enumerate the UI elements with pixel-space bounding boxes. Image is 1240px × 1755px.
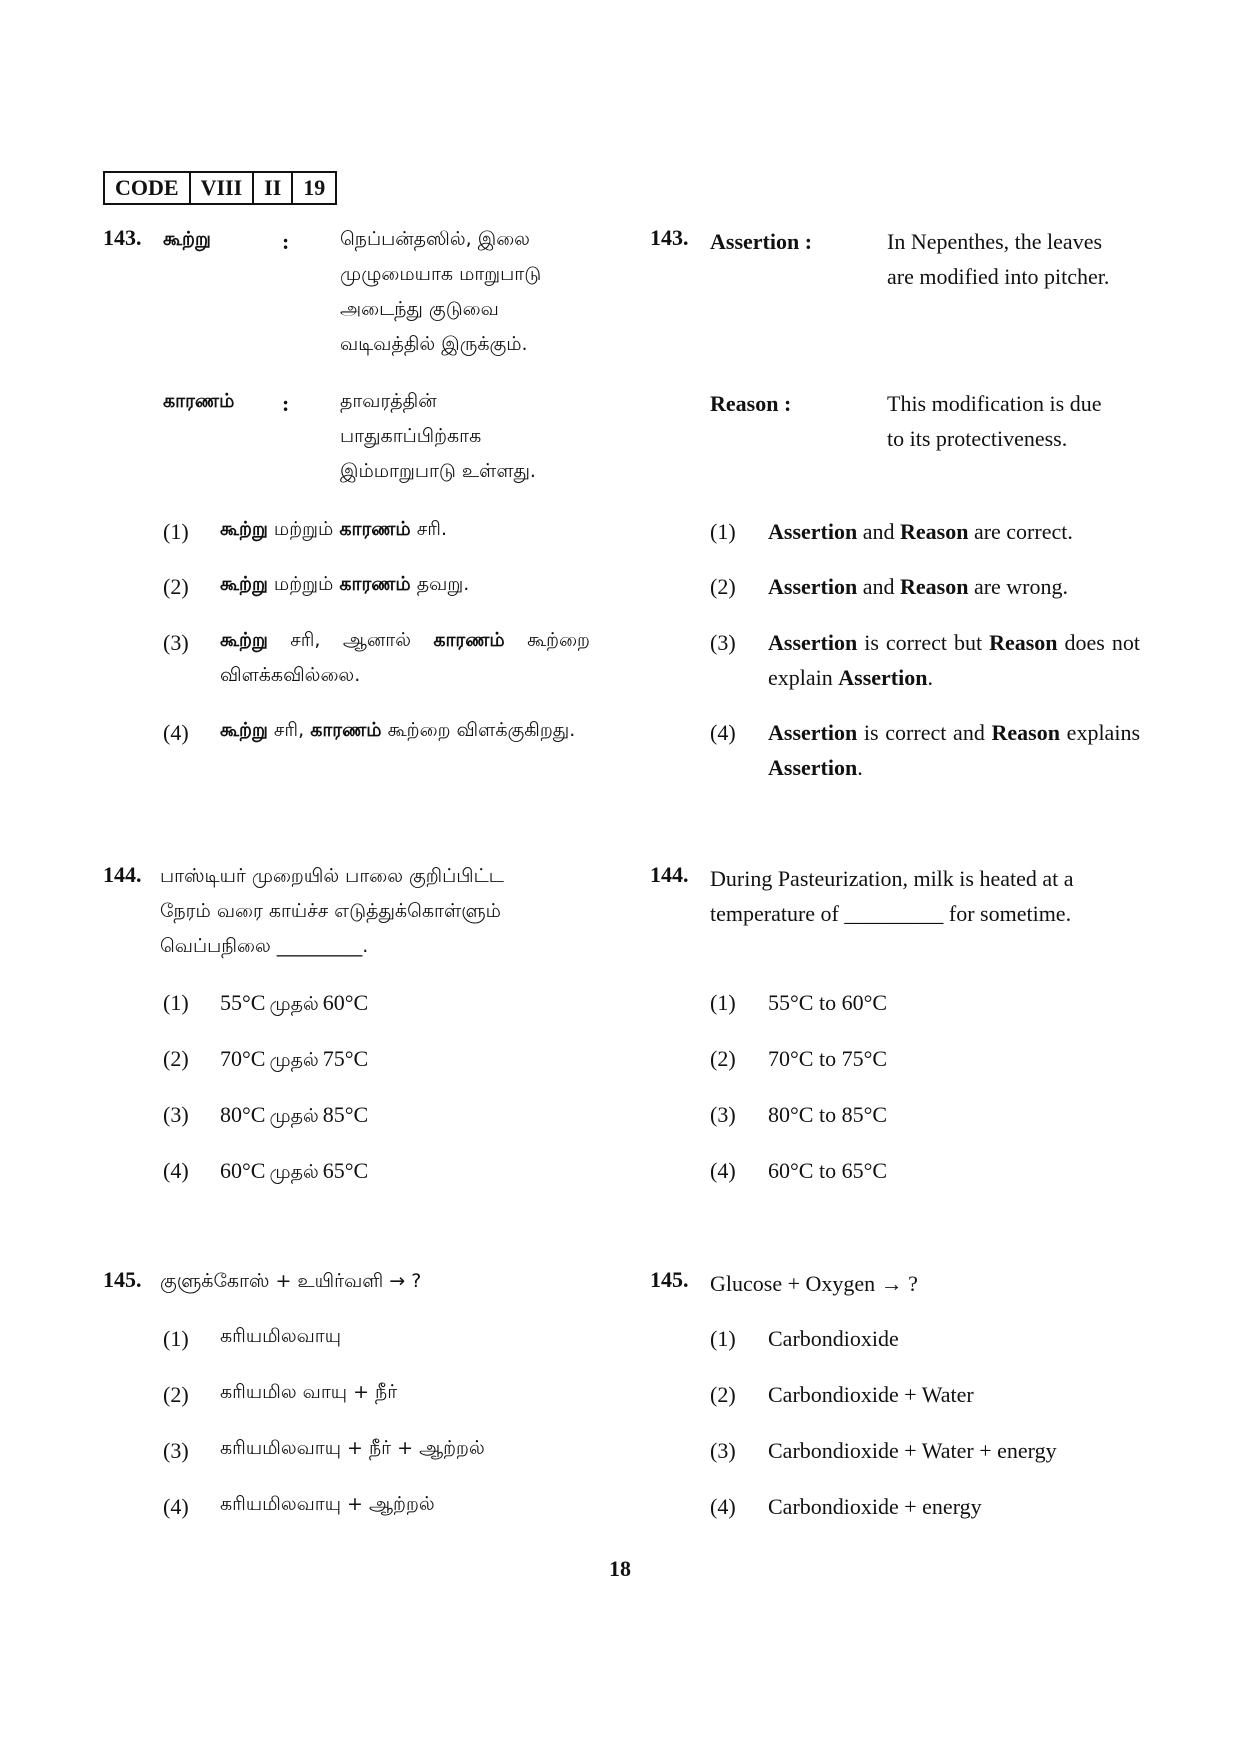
- reason-line: பாதுகாப்பிற்காக: [340, 425, 482, 447]
- option-number: (1): [163, 1326, 189, 1351]
- bold-term: கூற்று: [220, 719, 268, 741]
- question-number: 144.: [650, 862, 689, 887]
- option-number: (2): [163, 1046, 189, 1071]
- temp-from: 80°C: [220, 1102, 266, 1127]
- option-number: (4): [163, 1494, 189, 1519]
- option-number: (4): [710, 1158, 736, 1183]
- temp-to: 75°C: [322, 1046, 369, 1071]
- option-number: (4): [710, 720, 736, 745]
- bold-term: Assertion: [768, 720, 858, 745]
- bold-term: Assertion: [838, 665, 928, 690]
- assertion-label: கூற்று: [163, 228, 211, 250]
- temp-to: 60°C: [322, 990, 369, 1015]
- bold-term: காரணம்: [339, 573, 411, 595]
- option-text: [768, 514, 1140, 549]
- reason-label: Reason :: [710, 391, 792, 416]
- code-box: [103, 171, 337, 205]
- question-line: பாஸ்டியர் முறையில் பாலை குறிப்பிட்ட: [160, 865, 504, 887]
- question-number: 145.: [103, 1267, 142, 1292]
- text-fragment: மற்றும்: [267, 518, 340, 540]
- text-fragment: மற்றும்: [267, 573, 340, 595]
- text-fragment: does not explain: [768, 630, 1140, 690]
- option-number: (2): [163, 1382, 189, 1407]
- bold-term: Assertion: [768, 755, 858, 780]
- option-text: 60°C to 65°C: [768, 1158, 888, 1183]
- reason-label: காரணம்: [163, 390, 235, 412]
- page-number: 18: [609, 1556, 631, 1581]
- question-text: [710, 861, 1150, 931]
- option-number: (3): [163, 1102, 189, 1127]
- option-number: (3): [710, 1102, 736, 1127]
- bold-term: Assertion: [768, 630, 858, 655]
- text-fragment: சரி.: [410, 518, 448, 540]
- reason-text: [340, 384, 620, 489]
- code-paper: II: [254, 173, 293, 203]
- assertion-line: அடைந்து குடுவை: [340, 298, 499, 320]
- option-text: Carbondioxide + Water: [768, 1382, 974, 1407]
- option-text: கரியமிலவாயு: [220, 1325, 341, 1347]
- option-text: 70°C to 75°C: [768, 1046, 888, 1071]
- bold-term: Reason: [899, 519, 969, 544]
- option-number: (1): [710, 519, 736, 544]
- text-fragment: and: [857, 574, 900, 599]
- text-fragment: are correct.: [968, 519, 1073, 544]
- question-number: 145.: [650, 1267, 689, 1292]
- reason-line: to its protectiveness.: [887, 426, 1068, 451]
- code-label: CODE: [105, 173, 191, 203]
- temp-from: 55°C: [220, 990, 266, 1015]
- option-number: (1): [710, 1326, 736, 1351]
- assertion-text: [340, 222, 620, 362]
- option-text: [220, 1041, 368, 1078]
- text-fragment: தவறு.: [410, 573, 470, 595]
- range-word: முதல்: [269, 1049, 319, 1071]
- bold-term: கூற்று: [220, 573, 268, 595]
- assertion-line: வடிவத்தில் இருக்கும்.: [340, 333, 528, 355]
- bold-term: Assertion: [768, 574, 858, 599]
- option-text: 80°C to 85°C: [768, 1102, 888, 1127]
- text-fragment: are wrong.: [968, 574, 1069, 599]
- question-number: 144.: [103, 862, 142, 887]
- question-number: 143.: [650, 225, 689, 250]
- assertion-line: are modified into pitcher.: [887, 264, 1110, 289]
- option-text: Carbondioxide: [768, 1326, 899, 1351]
- option-text: [220, 713, 590, 748]
- temp-from: 60°C: [220, 1158, 266, 1183]
- assertion-line: முழுமையாக மாறுபாடு: [340, 263, 542, 285]
- option-text: 55°C to 60°C: [768, 990, 888, 1015]
- option-number: (2): [710, 1046, 736, 1071]
- text-fragment: is correct but: [857, 630, 990, 655]
- bold-term: Reason: [989, 630, 1058, 655]
- option-number: (3): [163, 630, 189, 655]
- text-fragment: கூற்றை விளக்கவில்லை.: [220, 629, 590, 686]
- reason-line: இம்மாறுபாடு உள்ளது.: [340, 460, 536, 482]
- range-word: முதல்: [269, 993, 319, 1015]
- option-text: [220, 1097, 368, 1134]
- question-text: [160, 859, 600, 964]
- question-line: During Pasteurization, milk is heated at a: [710, 866, 1074, 891]
- text-fragment: explains: [1059, 720, 1140, 745]
- text-fragment: .: [857, 755, 863, 780]
- bold-term: Assertion: [768, 519, 858, 544]
- option-text: [220, 985, 368, 1022]
- option-number: (2): [710, 1382, 736, 1407]
- temp-from: 70°C: [220, 1046, 266, 1071]
- assertion-label: Assertion :: [710, 229, 813, 254]
- option-text: [220, 512, 590, 547]
- option-number: (4): [710, 1494, 736, 1519]
- question-text: Glucose + Oxygen → ?: [710, 1271, 918, 1296]
- text-fragment: சரி,: [267, 719, 311, 741]
- option-text: [220, 1153, 368, 1190]
- question-line: வெப்பநிலை _________.: [160, 935, 369, 957]
- option-text: கரியமில வாயு + நீர்: [220, 1381, 398, 1403]
- reason-colon: :: [282, 391, 290, 416]
- assertion-line: In Nepenthes, the leaves: [887, 229, 1103, 254]
- assertion-colon: :: [282, 229, 290, 254]
- text-fragment: .: [927, 665, 933, 690]
- option-number: (3): [710, 630, 736, 655]
- option-text: Carbondioxide + Water + energy: [768, 1438, 1057, 1463]
- option-number: (3): [710, 1438, 736, 1463]
- temp-to: 65°C: [322, 1158, 369, 1183]
- text-fragment: சரி, ஆனால்: [267, 629, 434, 651]
- option-text: [768, 569, 1140, 604]
- reason-line: தாவரத்தின்: [340, 390, 437, 412]
- bold-term: Reason: [899, 574, 969, 599]
- option-number: (1): [163, 519, 189, 544]
- question-number: 143.: [103, 225, 142, 250]
- range-word: முதல்: [269, 1105, 319, 1127]
- text-fragment: and: [857, 519, 900, 544]
- option-text: [768, 625, 1140, 695]
- option-text: கரியமிலவாயு + நீர் + ஆற்றல்: [220, 1437, 485, 1459]
- option-number: (1): [710, 990, 736, 1015]
- option-number: (3): [163, 1438, 189, 1463]
- bold-term: காரணம்: [433, 629, 505, 651]
- reason-text: [887, 386, 1147, 456]
- option-text: Carbondioxide + energy: [768, 1494, 982, 1519]
- bold-term: கூற்று: [220, 629, 268, 651]
- range-word: முதல்: [269, 1161, 319, 1183]
- bold-term: காரணம்: [310, 719, 382, 741]
- assertion-line: நெப்பன்தஸில், இலை: [340, 228, 530, 250]
- question-line: temperature of _________ for sometime.: [710, 901, 1072, 926]
- question-text: குளுக்கோஸ் + உயிர்வளி → ?: [160, 1270, 422, 1292]
- option-text: கரியமிலவாயு + ஆற்றல்: [220, 1493, 435, 1515]
- option-number: (2): [710, 574, 736, 599]
- text-fragment: is correct and: [857, 720, 992, 745]
- option-number: (1): [163, 990, 189, 1015]
- option-number: (4): [163, 720, 189, 745]
- code-year: 19: [303, 175, 326, 200]
- option-text: [768, 715, 1140, 785]
- reason-line: This modification is due: [887, 391, 1102, 416]
- option-number: (2): [163, 574, 189, 599]
- code-class: VIII: [191, 173, 255, 203]
- bold-term: காரணம்: [339, 518, 411, 540]
- assertion-text: [887, 224, 1147, 294]
- bold-term: கூற்று: [220, 518, 268, 540]
- text-fragment: கூற்றை விளக்குகிறது.: [381, 719, 576, 741]
- temp-to: 85°C: [322, 1102, 369, 1127]
- bold-term: Reason: [991, 720, 1060, 745]
- option-text: [220, 567, 590, 602]
- option-number: (4): [163, 1158, 189, 1183]
- option-text: [220, 623, 590, 693]
- question-line: நேரம் வரை காய்ச்ச எடுத்துக்கொள்ளும்: [160, 900, 501, 922]
